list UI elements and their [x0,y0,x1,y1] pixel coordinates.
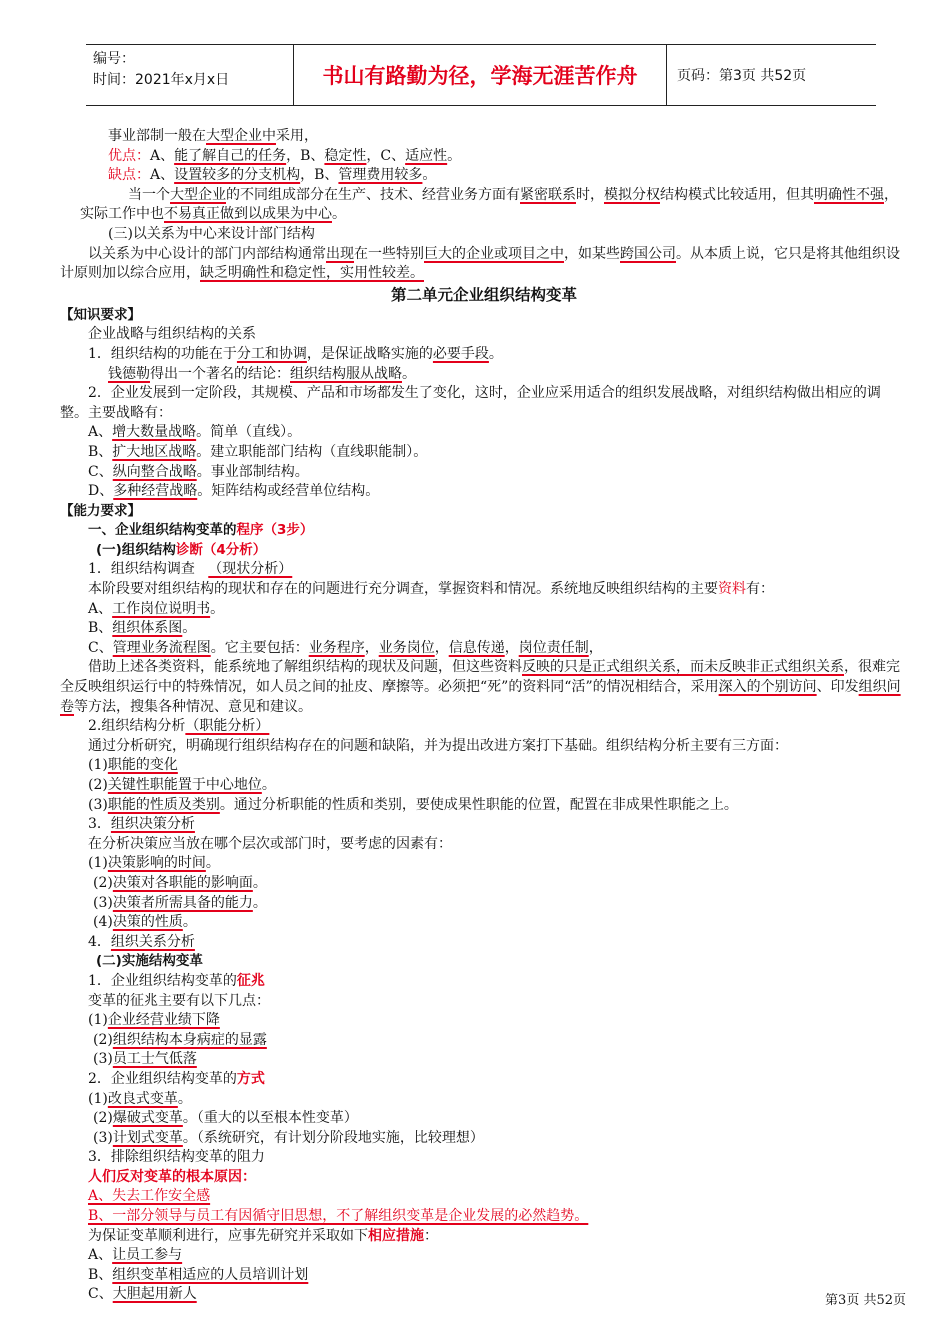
page-header [86,44,876,106]
list-item: (1)改良式变革。 [88,1090,192,1107]
paragraph: 借助上述各类资料，能系统地了解组织结构的现状及问题，但这些资料反映的只是正式组织关系，而未反映非正式组织关系，很难完全反映组织运行中的特殊情况，如人员之间的扯皮、摩擦等。必须把“死”的资料同“活”的情况相结合，采用深入的个别访问、印发组织问卷等方法，搜集各种情况、意见和建议。 [60,659,901,715]
list-item: C、管理业务流程图。它主要包括：业务程序，业务岗位，信息传递，岗位责任制， [88,639,603,656]
paragraph: 2.组织结构分析（职能分析） [88,718,270,735]
list-item: (2)组织结构本身病症的显露 [93,1031,267,1048]
list-item: A、失去工作安全感 [88,1188,211,1205]
list-item: A、工作岗位说明书。 [88,600,225,617]
paragraph: 当一个大型企业的不同组成部分在生产、技术、经营业务方面有紧密联系时，模拟分权结构模式比较适用，但其明确性不强，实际工作中也不易真正做到以成果为中心。 [80,186,898,223]
paragraph: 1．组织结构的功能在于分工和协调，是保证战略实施的必要手段。 [88,345,503,362]
list-item: C、纵向整合战略。事业部制结构。 [88,463,309,480]
list-item: (2)决策对各职能的影响面。 [93,874,267,891]
paragraph: 3．组织决策分析 [88,816,195,833]
list-item: B、一部分领导与员工有因循守旧思想，不了解组织变革是企业发展的必然趋势。 [88,1208,589,1225]
list-item: (2)爆破式变革。（重大的以至根本性变革） [93,1110,358,1127]
paragraph: 人们反对变革的根本原因： [88,1168,256,1185]
paragraph: 2．企业发展到一定阶段，其规模、产品和市场都发生了变化，这时，企业应采用适合的组织发展战略，对组织结构做出相应的调整。主要战略有： [60,385,881,421]
paragraph: 1．企业组织结构变革的征兆 [88,972,265,989]
paragraph: 4．组织关系分析 [88,933,195,950]
paragraph: 以关系为中心设计的部门内部结构通常出现在一些特别巨大的企业或项目之中，如某些跨国公司。从本质上说，它只是将其他组织设计原则加以综合应用，缺乏明确性和稳定性，实用性较差。 [60,245,900,282]
list-item: (1)职能的变化 [88,757,178,774]
section-heading-ability: 【能力要求】 [60,502,141,519]
list-item: (4)决策的性质。 [93,914,197,931]
paragraph: 变革的征兆主要有以下几点： [88,992,270,1009]
list-item: B、组织变革相适应的人员培训计划 [88,1266,309,1283]
section-heading-knowledge: 【知识要求】 [60,306,141,323]
cons-line: 缺点：A、设置较多的分支机构，B、管理费用较多。 [108,167,437,184]
list-item: A、增大数量战略。简单（直线）。 [88,424,302,441]
document-body [60,127,908,1305]
subheading: (三)以关系为中心来设计部门结构 [108,225,315,242]
list-item: A、让员工参与 [88,1247,183,1264]
paragraph: 企业战略与组织结构的关系 [88,326,256,343]
subheading: (一)组织结构诊断（4分析） [96,541,267,558]
header-meta [86,45,293,105]
header-time-label: 时间：2021年x月x日 [93,72,230,88]
paragraph: 2．企业组织结构变革的方式 [88,1070,265,1087]
subheading: 一、企业组织结构变革的程序（3步） [88,522,314,539]
paragraph: 事业部制一般在大型企业中采用， [108,128,318,144]
list-item: (3)职能的性质及类别。通过分析职能的性质和类别，要使成果性职能的位置，配置在非成果性职能之上。 [88,796,738,813]
list-item: C、大胆起用新人 [88,1286,197,1303]
paragraph: 通过分析研究，明确现行组织结构存在的问题和缺陷，并为提出改进方案打下基础。组织结构分析主要有三方面： [88,737,788,754]
list-item: (3)员工士气低落 [93,1051,197,1068]
list-item: B、扩大地区战略。建立职能部门结构（直线职能制）。 [88,443,428,460]
list-item: (3)决策者所需具备的能力。 [93,894,267,911]
page-footer: 第3页 共52页 [825,1293,906,1308]
pros-line: 优点：A、能了解自己的任务，B、稳定性，C、适应性。 [108,147,462,164]
list-item: B、组织体系图。 [88,620,197,637]
list-item: (1)企业经营业绩下降 [88,1012,220,1029]
paragraph: 1．组织结构调查 （现状分析） [88,561,293,578]
list-item: D、多种经营战略。矩阵结构或经营单位结构。 [88,483,380,500]
list-item: (2)关键性职能置于中心地位。 [88,777,276,793]
unit-title: 第二单元企业组织结构变革 [390,285,577,304]
list-item: (1)决策影响的时间。 [88,855,220,872]
paragraph: 3．排除组织结构变革的阻力 [88,1149,265,1166]
paragraph: 钱德勒得出一个著名的结论：组织结构服从战略。 [108,365,416,382]
header-page-label: 页码：第3页 共52页 [677,68,807,84]
list-item: (3)计划式变革。（系统研究，有计划分阶段地实施，比较理想） [93,1129,484,1146]
header-number-label: 编号： [93,51,135,67]
paragraph: 为保证变革顺利进行，应事先研究并采取如下相应措施： [88,1227,438,1244]
header-motto: 书山有路勤为径，学海无涯苦作舟 [293,45,667,105]
paragraph: 在分析决策应当放在哪个层次或部门时，要考虑的因素有： [88,835,452,852]
subheading: (二)实施结构变革 [96,953,203,970]
paragraph: 本阶段要对组织结构的现状和存在的问题进行充分调查，掌握资料和情况。系统地反映组织结构的主要资料有： [88,581,774,598]
